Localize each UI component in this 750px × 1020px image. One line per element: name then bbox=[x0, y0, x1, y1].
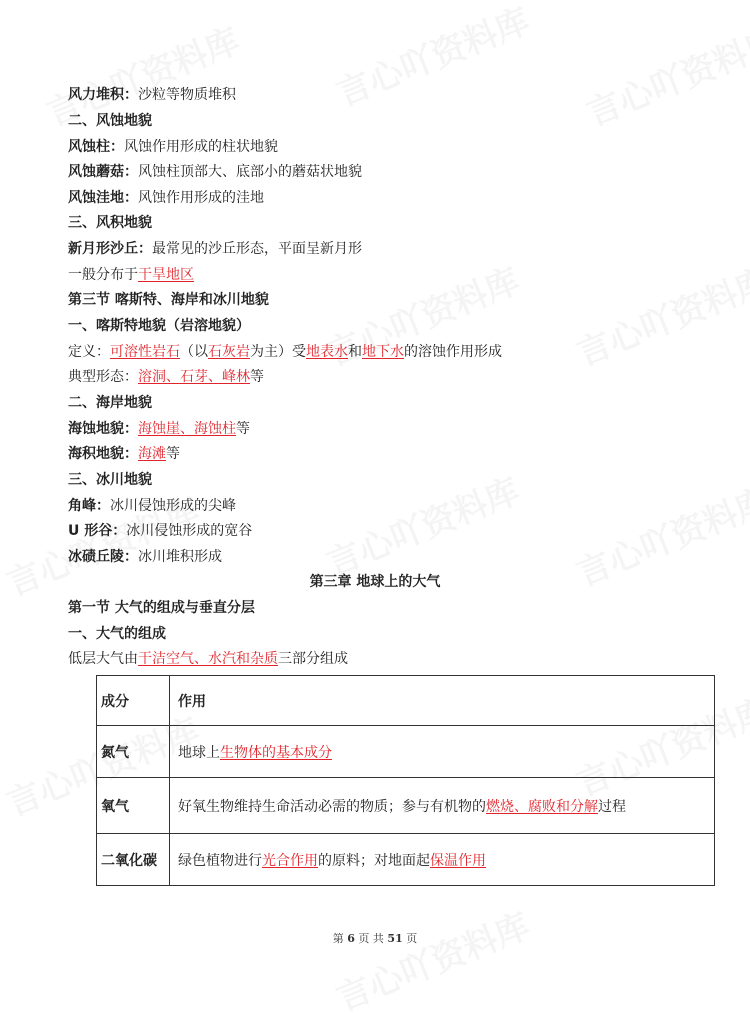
answer-highlight: 生物体的基本成分 bbox=[220, 744, 332, 761]
text-line bbox=[68, 188, 264, 208]
term-definition: 沙粒等物质堆积 bbox=[138, 87, 236, 103]
text-line bbox=[68, 444, 180, 464]
footer-text: 页 bbox=[406, 932, 418, 945]
term-label: 风蚀蘑菇： bbox=[68, 164, 138, 180]
text-segment: 三部分组成 bbox=[278, 651, 348, 667]
table-row bbox=[97, 778, 715, 834]
term-definition: 风蚀柱顶部大、底部小的蘑菇状地貌 bbox=[138, 164, 362, 180]
text-line bbox=[68, 137, 278, 157]
answer-highlight: 干洁空气、水汽和杂质 bbox=[138, 651, 278, 667]
term-label: 风力堆积： bbox=[68, 87, 138, 103]
text-line bbox=[68, 547, 222, 567]
term-label: 海积地貌： bbox=[68, 446, 138, 462]
answer-highlight: 保温作用 bbox=[430, 852, 486, 869]
term-definition: 冰川堆积形成 bbox=[138, 549, 222, 565]
term-definition: 冰川侵蚀形成的宽谷 bbox=[126, 523, 253, 539]
text-segment: （以 bbox=[180, 344, 208, 360]
term-label: 冰碛丘陵： bbox=[68, 549, 138, 565]
text-segment: 的溶蚀作用形成 bbox=[404, 344, 502, 360]
term-label: 风蚀柱： bbox=[68, 139, 124, 155]
answer-highlight: 海滩 bbox=[138, 446, 166, 462]
table-cell-name: 二氧化碳 bbox=[97, 834, 170, 886]
section-heading: 二、风蚀地貌 bbox=[68, 113, 152, 129]
text-segment: 绿色植物进行 bbox=[178, 852, 262, 869]
footer-text: 页 共 bbox=[358, 932, 384, 945]
answer-highlight: 地下水 bbox=[362, 344, 404, 360]
table-row bbox=[97, 834, 715, 886]
table-header-row bbox=[97, 676, 715, 726]
term-label: 风蚀洼地： bbox=[68, 190, 138, 206]
table-header-cell: 作用 bbox=[170, 676, 715, 726]
watermark bbox=[578, 14, 750, 136]
answer-highlight: 地表水 bbox=[306, 344, 348, 360]
text-segment: 一般分布于 bbox=[68, 267, 138, 283]
table-cell-name: 氧气 bbox=[97, 778, 170, 834]
text-segment: 和 bbox=[348, 344, 362, 360]
total-pages: 51 bbox=[387, 932, 403, 945]
text-line bbox=[68, 342, 502, 362]
watermark bbox=[568, 254, 750, 376]
text-line bbox=[68, 419, 250, 439]
text-line bbox=[68, 649, 348, 669]
text-segment: 低层大气由 bbox=[68, 651, 138, 667]
text-segment: 等 bbox=[236, 421, 250, 437]
text-segment: 等 bbox=[166, 446, 180, 462]
answer-highlight: 燃烧、腐败和分解 bbox=[486, 798, 598, 815]
term-label: 新月形沙丘： bbox=[68, 241, 152, 257]
page-footer bbox=[0, 930, 750, 946]
text-line bbox=[68, 521, 252, 541]
section-heading: 第三节 喀斯特、海岸和冰川地貌 bbox=[68, 292, 269, 308]
text-line bbox=[68, 265, 194, 285]
term-label: 角峰： bbox=[68, 498, 110, 514]
text-line bbox=[68, 239, 362, 259]
text-line bbox=[68, 162, 362, 182]
term-label: 海蚀地貌： bbox=[68, 421, 138, 437]
table-cell-role bbox=[170, 834, 715, 886]
answer-highlight: 可溶性岩石 bbox=[110, 344, 180, 360]
section-heading: 三、冰川地貌 bbox=[68, 472, 152, 488]
section-heading: 一、大气的组成 bbox=[68, 626, 166, 642]
text-line bbox=[68, 85, 236, 105]
answer-highlight: 溶洞、石芽、峰林 bbox=[138, 369, 250, 385]
text-segment: 定义： bbox=[68, 344, 110, 360]
text-segment: 为主）受 bbox=[250, 344, 306, 360]
section-heading: 第一节 大气的组成与垂直分层 bbox=[68, 600, 255, 616]
section-heading: 二、海岸地貌 bbox=[68, 395, 152, 411]
term-label: U 形谷： bbox=[68, 523, 127, 539]
text-segment: 典型形态： bbox=[68, 369, 138, 385]
text-segment: 地球上 bbox=[178, 744, 220, 761]
answer-highlight: 石灰岩 bbox=[208, 344, 250, 360]
text-line bbox=[68, 496, 236, 516]
answer-highlight: 光合作用 bbox=[262, 852, 318, 869]
section-heading: 三、风积地貌 bbox=[68, 215, 152, 231]
table-cell-role bbox=[170, 726, 715, 778]
table-cell-role bbox=[170, 778, 715, 834]
table-cell-name: 氮气 bbox=[97, 726, 170, 778]
answer-highlight: 海蚀崖、海蚀柱 bbox=[138, 421, 236, 437]
term-definition: 最常见的沙丘形态，平面呈新月形 bbox=[152, 241, 362, 257]
term-definition: 风蚀作用形成的洼地 bbox=[138, 190, 264, 206]
term-definition: 风蚀作用形成的柱状地貌 bbox=[124, 139, 278, 155]
text-segment: 的原料；对地面起 bbox=[318, 852, 430, 869]
text-segment: 好氧生物维持生命活动必需的物质；参与有机物的 bbox=[178, 798, 486, 815]
watermark bbox=[328, 899, 536, 1020]
chapter-title: 第三章 地球上的大气 bbox=[309, 574, 441, 590]
text-segment: 过程 bbox=[598, 798, 626, 815]
term-definition: 冰川侵蚀形成的尖峰 bbox=[110, 498, 236, 514]
atmosphere-composition-table bbox=[96, 675, 715, 886]
footer-text: 第 bbox=[332, 932, 344, 945]
section-heading: 一、喀斯特地貌（岩溶地貌） bbox=[68, 318, 250, 334]
table-header-cell: 成分 bbox=[97, 676, 170, 726]
watermark bbox=[328, 0, 536, 115]
text-line bbox=[68, 367, 264, 387]
page-number: 6 bbox=[347, 932, 355, 945]
text-segment: 等 bbox=[250, 369, 264, 385]
answer-highlight: 干旱地区 bbox=[138, 267, 194, 283]
table-row bbox=[97, 726, 715, 778]
watermark bbox=[318, 464, 526, 586]
